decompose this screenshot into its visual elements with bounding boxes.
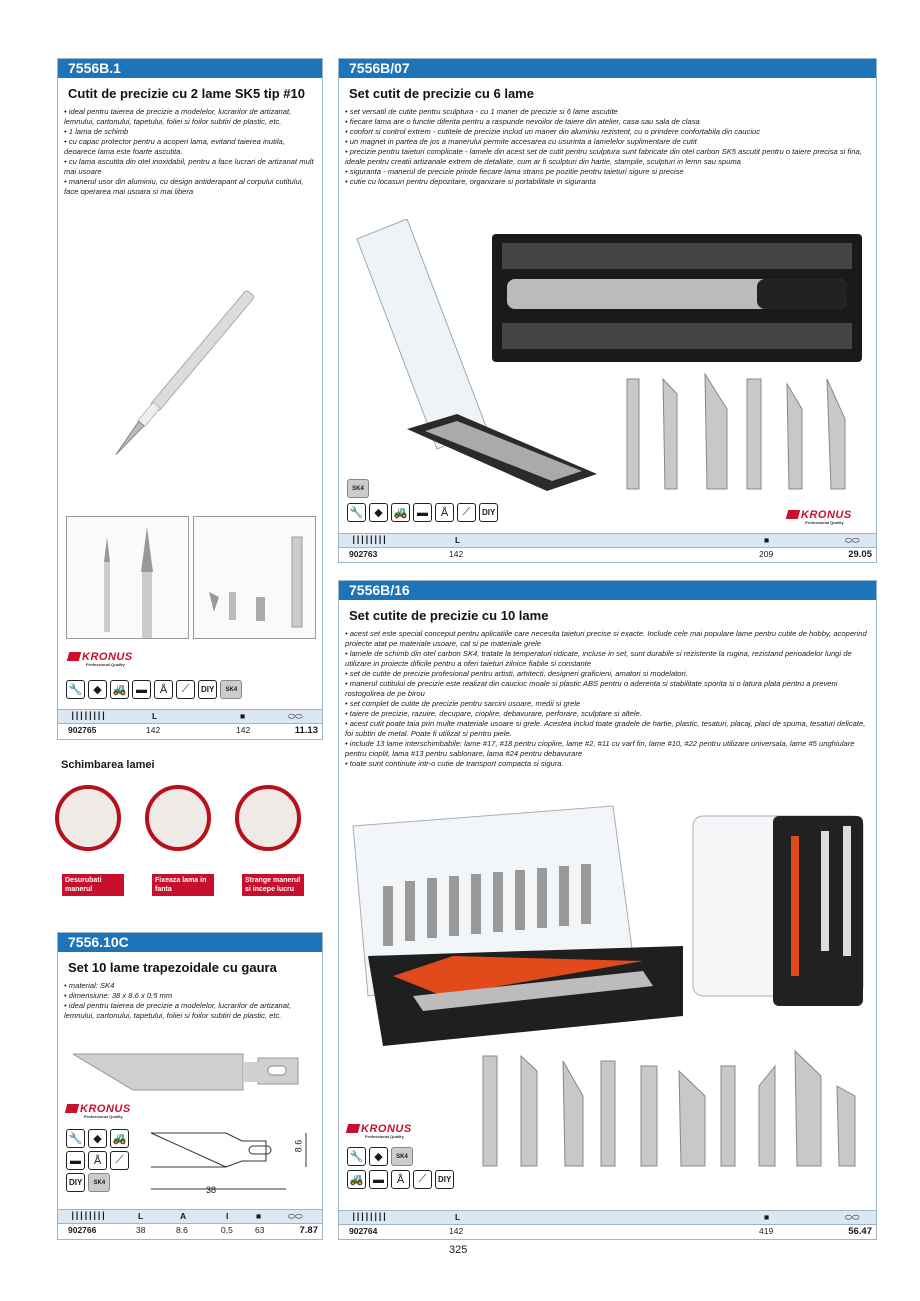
bullet: • fiecare lama are o functie diferita pentru a raspunde nevoilor de taiere din atelier, casa sau sala de clasa <box>345 117 700 126</box>
vehicle-icon: 🚜 <box>110 680 129 699</box>
ref-code: 902766 <box>68 1225 97 1235</box>
qty-value: 142 <box>236 725 251 735</box>
box-icon: ■ <box>764 535 770 545</box>
usage-icons <box>66 1129 148 1192</box>
product-code: 7556.10C <box>58 933 322 952</box>
step-1-image <box>55 785 121 851</box>
leather-icon: ◆ <box>88 680 107 699</box>
vehicle-icon: 🚜 <box>347 1170 366 1189</box>
product-description <box>345 107 868 187</box>
product-code: 7556B/16 <box>339 581 876 600</box>
kronus-logo: KRONUS Professional Quality <box>68 651 133 667</box>
bullet: • lamele de schimb din otel carbon SK4, tratate la temperaturi ridicate, incluse in set, sunt durabile si rezistente la rugina, rezistand perioadelor lungi de utilizare in proiecte dificile pentru a oferi taieturi zilnice fiabile si constante <box>345 649 852 668</box>
bullet: • 1 lama de schimb <box>64 127 129 136</box>
leather-icon: ◆ <box>369 503 388 522</box>
product-code: 7556B/07 <box>339 59 876 78</box>
printer-icon: ▬ <box>369 1170 388 1189</box>
dimension-width: 38 <box>206 1185 217 1195</box>
change-blade-title: Schimbarea lamei <box>61 759 155 771</box>
product-table <box>339 533 876 560</box>
coins-icon: ⬭⬭ <box>845 535 860 545</box>
length-value: 142 <box>146 725 161 735</box>
blade-icon: ⟋ <box>413 1170 432 1189</box>
bullet: • un magnet in partea de jos a manerului permite accesarea cu usurinta a lamelelor suplimentare de cutit <box>345 137 697 146</box>
bullet: • toate sunt continute intr-o cutie de transport compacta si sigura. <box>345 759 564 768</box>
product-description <box>64 981 314 1021</box>
detail-thumb-blade <box>66 516 189 639</box>
product-title: Set 10 lame trapezoidale cu gaura <box>68 960 277 975</box>
vehicle-icon: 🚜 <box>110 1129 129 1148</box>
step-2-label: Fixeaza lama in fanta <box>152 874 214 896</box>
usage-icons <box>347 503 498 522</box>
tools-icon: 🔧 <box>347 1147 366 1166</box>
box-icon: ■ <box>764 1212 770 1222</box>
compass-icon: Å <box>154 680 173 699</box>
barcode-icon: |||||||| <box>70 711 106 721</box>
bullet: • set versatil de cutite pentru sculptura - cu 1 maner de precizie si 6 lame ascutite <box>345 107 618 116</box>
ref-code: 902764 <box>349 1226 378 1236</box>
trapezoid-blade-image <box>73 1048 303 1096</box>
col-l-header: L <box>455 1212 461 1222</box>
usage-icons <box>66 680 242 699</box>
compass-icon: Å <box>391 1170 410 1189</box>
dimension-height: 8.6 <box>293 1139 304 1153</box>
blade-dimension-drawing <box>146 1127 318 1199</box>
bullet: • set de cutite de precizie profesional pentru artisti, arhitecti, designeri graficieni, amatori si modelatori. <box>345 669 688 678</box>
bullet: • cu capac protector pentru a acoperi lama, evitand taierea inutila, deoarece lama este foarte ascutita. <box>64 137 285 156</box>
compass-icon: Å <box>88 1151 107 1170</box>
kronus-logo: KRONUS Professional Quality <box>66 1103 131 1119</box>
barcode-icon: |||||||| <box>351 1212 387 1222</box>
bullet: • siguranta - manerul de precizie prinde fiecare lama strans pe pozitie pentru taieturi sigure si precise <box>345 167 684 176</box>
bullet: • cu lama ascutita din otel inoxidabil, pentru a face lucrari de artizanat mult mai usoare <box>64 157 314 176</box>
tools-icon: 🔧 <box>347 503 366 522</box>
printer-icon: ▬ <box>132 680 151 699</box>
diy-icon: DIY <box>479 503 498 522</box>
product-code: 7556B.1 <box>58 59 322 78</box>
box-icon: ■ <box>256 1211 262 1221</box>
sk4-badge: SK4 <box>88 1173 110 1192</box>
product-title: Set cutit de precizie cu 6 lame <box>349 86 534 101</box>
box-icon: ■ <box>240 711 246 721</box>
bullet: • precizie pentru taieturi complicate - lamele din acest set de cutit pentru sculptura sunt fabricate din otel carbon SK5 ascutit pentru o taiere precisa si fina, ideale pentru creatii artizanale extrem de detaliate, cum ar fi sculpturi din hartie, stampile, sculpturi in lemn sau spuma <box>345 147 862 166</box>
ref-code: 902763 <box>349 549 378 559</box>
bullet: • confort si control extrem - cutitele de precizie includ un maner din aluminiu rezistent, cu o prindere confortabila din cauciuc <box>345 127 761 136</box>
barcode-icon: |||||||| <box>70 1211 106 1221</box>
printer-icon: ▬ <box>66 1151 85 1170</box>
coins-icon: ⬭⬭ <box>288 711 303 721</box>
bullet: • ideal pentru taierea de precizie a modelelor, lucrarilor de artizanat, lemnului, cartonului, tapetului, foliei si foilor subtiri de plastic, etc. <box>64 107 292 126</box>
product-panel-7556b16 <box>338 580 877 1240</box>
qty-value: 419 <box>759 1226 774 1236</box>
bullet: • cutie cu locasuri pentru depozitare, organizare si portabilitate in siguranta <box>345 177 596 186</box>
tools-icon: 🔧 <box>66 680 85 699</box>
tools-icon: 🔧 <box>66 1129 85 1148</box>
step-3-label: Strange manerul si incepe lucru <box>242 874 304 896</box>
product-title: Set cutite de precizie cu 10 lame <box>349 608 549 623</box>
bullet: • manerul usor din aluminiu, cu design antiderapant al corpului cutitului, face operarea mai usoara si mai libera <box>64 177 304 196</box>
product-description <box>345 629 868 769</box>
compass-icon: Å <box>435 503 454 522</box>
price: 56.47 <box>848 1226 872 1237</box>
product-table <box>58 709 322 736</box>
col-l-header: L <box>152 711 158 721</box>
a-value: 8.6 <box>176 1225 188 1235</box>
precision-knife-image <box>78 254 308 484</box>
blade-icon: ⟋ <box>176 680 195 699</box>
detail-thumb-parts <box>193 516 316 639</box>
printer-icon: ▬ <box>413 503 432 522</box>
usage-icons <box>347 1147 454 1189</box>
barcode-icon: |||||||| <box>351 535 387 545</box>
col-l-header: L <box>455 535 461 545</box>
product-panel-755610c <box>57 932 323 1240</box>
kronus-logo: KRONUS Professional Quality <box>347 1123 412 1139</box>
col-i-header: I <box>226 1211 229 1221</box>
bullet: • material: SK4 <box>64 981 115 990</box>
bullet: • include 13 lame interschimbabile: lame #17, #18 pentru cioplire, lame #2, #11 cu varf fin, lame #10, #22 pentru utilizare universala, lame #5 unghiulare pentru cioplit, lama #13 pentru sablonare, lama #24 pentru debavurare <box>345 739 855 758</box>
col-l-header: L <box>138 1211 144 1221</box>
bullet: • set complet de cutite de precizie pentru sarcini usoare, medii si grele <box>345 699 581 708</box>
coins-icon: ⬭⬭ <box>288 1211 303 1221</box>
bullet: • dimensiune: 38 x 8.6 x 0.5 mm <box>64 991 173 1000</box>
bullet: • taiere de precizie, razuire, decupare, cioplire, debavurare, perforare, sculptare si altele. <box>345 709 642 718</box>
i-value: 0,5 <box>221 1225 233 1235</box>
product-panel-7556b1 <box>57 58 323 740</box>
diy-icon: DIY <box>435 1170 454 1189</box>
blade-icon: ⟋ <box>110 1151 129 1170</box>
bullet: • acest set este special conceput pentru aplicatiile care necesita taieturi precise si exacte. Include cele mai populare lame pentru cutite de hobby, acoperind proiecte atat pe materiale usoare, cat si pe materiale grele <box>345 629 867 648</box>
sk4-badge: SK4 <box>220 680 242 699</box>
length-value: 142 <box>449 1226 464 1236</box>
length-value: 142 <box>449 549 464 559</box>
sk4-badge: SK4 <box>391 1147 413 1166</box>
step-3-image <box>235 785 301 851</box>
qty-value: 63 <box>255 1225 265 1235</box>
page-number: 325 <box>449 1244 468 1256</box>
qty-value: 209 <box>759 549 774 559</box>
bullet: • manerul cutitului de precizie este realizat din cauciuc moale si plastic ABS pentru o aderenta si stabilitate sporita si o latura plata pentru a preveni rostogolirea de pe birou <box>345 679 838 698</box>
length-value: 38 <box>136 1225 146 1235</box>
product-table <box>58 1209 322 1236</box>
knife-set-case-image <box>347 219 867 494</box>
diy-icon: DIY <box>198 680 217 699</box>
blade-icon: ⟋ <box>457 503 476 522</box>
step-1-label: Desurubati manerul <box>62 874 124 896</box>
sk4-badge: SK4 <box>347 479 369 498</box>
diy-icon: DIY <box>66 1173 85 1192</box>
price: 29.05 <box>848 549 872 560</box>
vehicle-icon: 🚜 <box>391 503 410 522</box>
col-a-header: A <box>180 1211 187 1221</box>
leather-icon: ◆ <box>88 1129 107 1148</box>
coins-icon: ⬭⬭ <box>845 1212 860 1222</box>
ref-code: 902765 <box>68 725 97 735</box>
bullet: • ideal pentru taierea de precizie a modelelor, lucrarilor de artizanat, lemnului, cartonului, tapetului, foliei si foilor subtiri de plastic, etc. <box>64 1001 292 1020</box>
leather-icon: ◆ <box>369 1147 388 1166</box>
product-description <box>64 107 314 197</box>
product-title: Cutit de precizie cu 2 lame SK5 tip #10 <box>68 86 305 101</box>
step-2-image <box>145 785 211 851</box>
bullet: • acest cutit poate taia prin multe materiale usoare si grele. Acestea includ toate gradele de hartie, plastic, tesaturi, placaj, placi de spuma, tesaturi delicate, foi subtiri de metal. Poate fi utilizat si pentru piele. <box>345 719 866 738</box>
knife-set-10-blades-image <box>343 796 873 1196</box>
kronus-logo: KRONUS Professional Quality <box>787 509 852 525</box>
price: 11.13 <box>294 725 318 736</box>
price: 7.87 <box>299 1225 318 1236</box>
product-panel-7556b07 <box>338 58 877 563</box>
product-table <box>339 1210 876 1237</box>
